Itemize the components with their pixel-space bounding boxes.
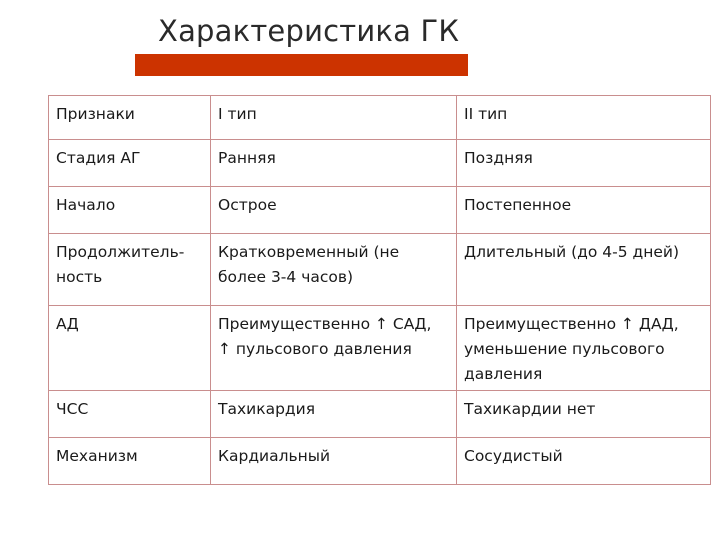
row-label-cell: Стадия АГ — [49, 140, 211, 187]
table-row — [49, 140, 711, 187]
table-header-row — [49, 96, 711, 140]
header-cell-signs: Признаки — [49, 96, 211, 140]
type-1-cell: Ранняя — [211, 140, 457, 187]
type-2-cell: Длительный (до 4-5 дней) — [457, 234, 711, 306]
title-accent-bar — [135, 54, 468, 76]
characteristics-table — [48, 95, 711, 485]
type-2-cell: Преимущественно ↑ ДАД, уменьшение пульсового давления — [457, 306, 711, 391]
type-2-cell: Тахикардии нет — [457, 391, 711, 438]
row-label-cell: АД — [49, 306, 211, 391]
table-row — [49, 234, 711, 306]
table-row — [49, 306, 711, 391]
table-row — [49, 187, 711, 234]
row-label-cell: Продолжитель-ность — [49, 234, 211, 306]
slide-title: Характеристика ГК — [158, 14, 460, 48]
type-2-cell: Сосудистый — [457, 438, 711, 485]
type-2-cell: Поздняя — [457, 140, 711, 187]
row-label-cell: Механизм — [49, 438, 211, 485]
type-1-cell: Преимущественно ↑ САД, ↑ пульсового давления — [211, 306, 457, 391]
type-2-cell: Постепенное — [457, 187, 711, 234]
type-1-cell: Острое — [211, 187, 457, 234]
table-row — [49, 391, 711, 438]
header-cell-type-1: I тип — [211, 96, 457, 140]
row-label-cell: Начало — [49, 187, 211, 234]
type-1-cell: Кратковременный (не более 3-4 часов) — [211, 234, 457, 306]
type-1-cell: Кардиальный — [211, 438, 457, 485]
type-1-cell: Тахикардия — [211, 391, 457, 438]
table-row — [49, 438, 711, 485]
header-cell-type-2: II тип — [457, 96, 711, 140]
row-label-cell: ЧСС — [49, 391, 211, 438]
